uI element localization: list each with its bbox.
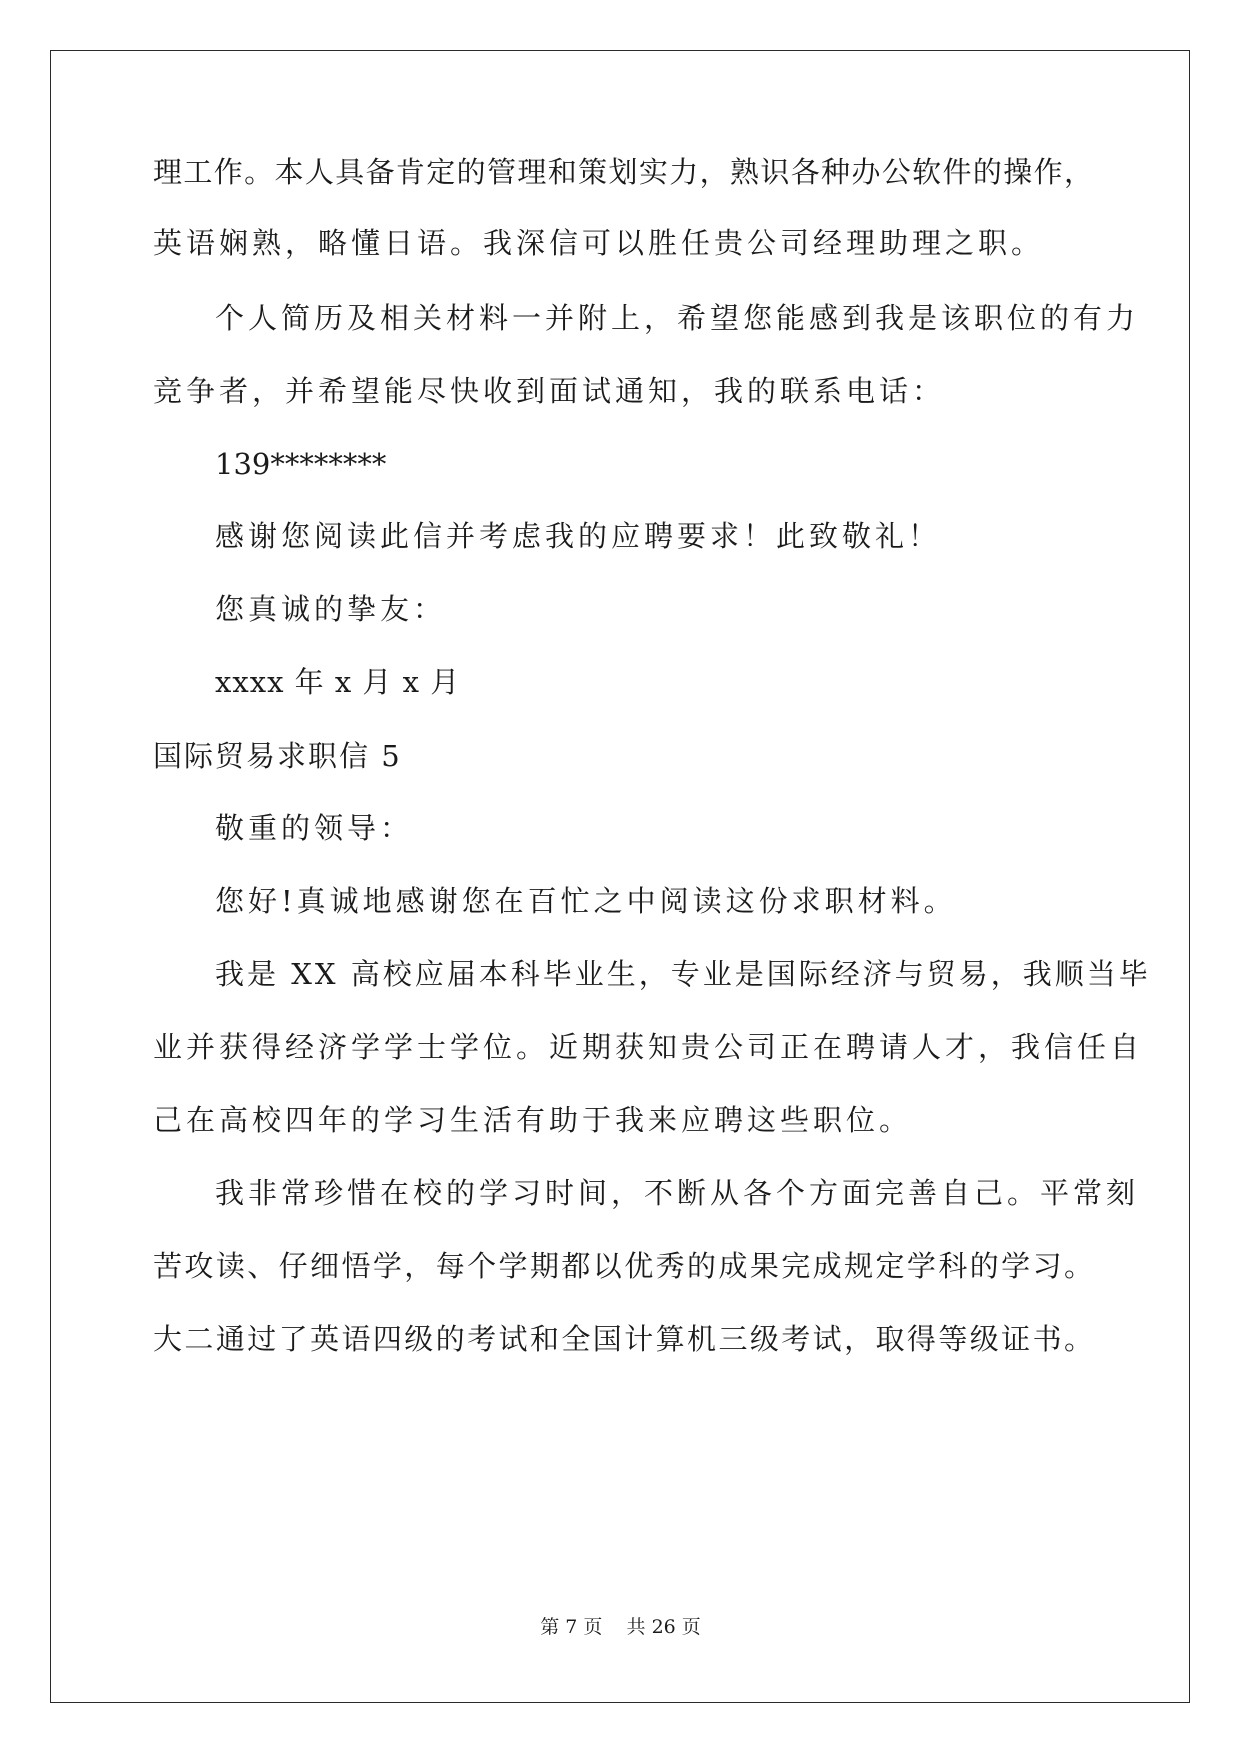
text-line: 我非常珍惜在校的学习时间，不断从各个方面完善自己。平常刻 bbox=[215, 1176, 1140, 1210]
text-line: 您好!真诚地感谢您在百忙之中阅读这份求职材料。 bbox=[215, 884, 957, 918]
text-line: 我是 XX 高校应届本科毕业生，专业是国际经济与贸易，我顺当毕 bbox=[215, 957, 1151, 991]
text-line: 苦攻读、仔细悟学，每个学期都以优秀的成果完成规定学科的学习。 bbox=[153, 1249, 1093, 1283]
text-line: 个人简历及相关材料一并附上，希望您能感到我是该职位的有力 bbox=[215, 301, 1140, 335]
text-line: 理工作。本人具备肯定的管理和策划实力，熟识各种办公软件的操作， bbox=[153, 155, 1093, 189]
text-line: 业并获得经济学学士学位。近期获知贵公司正在聘请人才，我信任自 bbox=[153, 1030, 1144, 1064]
salutation: 敬重的领导： bbox=[215, 811, 414, 845]
text-line: 感谢您阅读此信并考虑我的应聘要求！此致敬礼！ bbox=[215, 519, 942, 553]
letter-date: xxxx 年 x 月 x 月 bbox=[215, 665, 461, 699]
phone-number: 139******** bbox=[215, 447, 387, 481]
closing-signature: 您真诚的挚友： bbox=[215, 592, 447, 626]
section-heading: 国际贸易求职信 5 bbox=[153, 739, 402, 773]
text-line: 己在高校四年的学习生活有助于我来应聘这些职位。 bbox=[153, 1103, 913, 1137]
text-line: 英语娴熟，略懂日语。我深信可以胜任贵公司经理助理之职。 bbox=[153, 226, 1045, 260]
text-line: 竞争者，并希望能尽快收到面试通知，我的联系电话： bbox=[153, 374, 946, 408]
text-line: 大二通过了英语四级的考试和全国计算机三级考试，取得等级证书。 bbox=[153, 1322, 1093, 1356]
page-number-footer: 第 7 页 共 26 页 bbox=[540, 1616, 701, 1638]
